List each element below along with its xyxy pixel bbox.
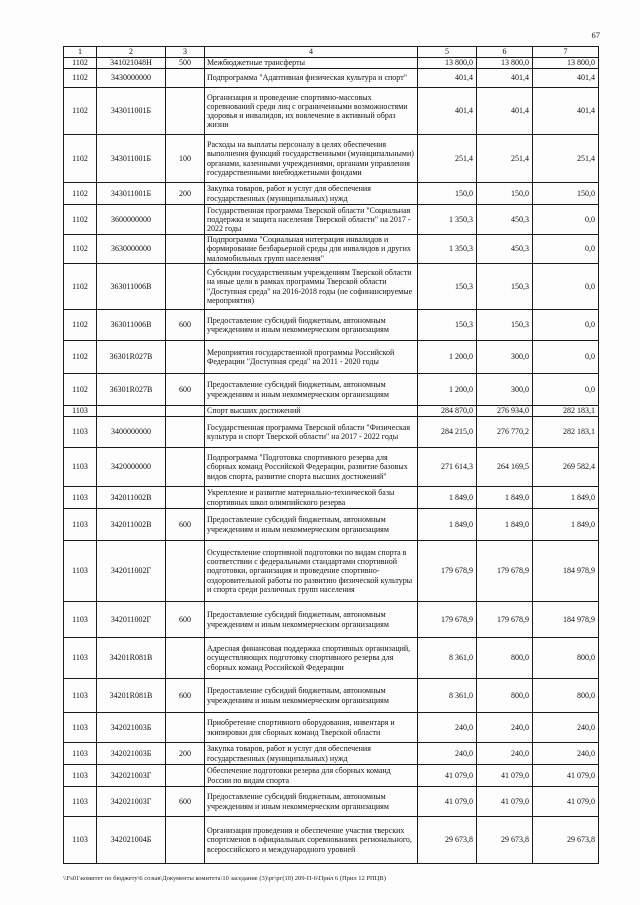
expense-type-code-cell xyxy=(166,765,205,787)
amount-col5-cell: 41 079,0 xyxy=(418,765,477,787)
expense-type-code-cell xyxy=(166,406,205,417)
target-article-code-cell: 342021003Г xyxy=(97,765,166,787)
amount-col6-cell: 276 934,0 xyxy=(477,406,533,417)
amount-col5-cell: 8 361,0 xyxy=(418,638,477,679)
expense-type-code-cell: 600 xyxy=(166,602,205,638)
amount-col7-cell: 41 079,0 xyxy=(533,765,599,787)
table-row xyxy=(64,638,599,679)
target-article-code-cell xyxy=(97,406,166,417)
table-row xyxy=(64,509,599,541)
amount-col7-cell: 401,4 xyxy=(533,88,599,135)
column-number-header: 2 xyxy=(97,47,166,58)
section-code-cell: 1102 xyxy=(64,205,97,235)
amount-col7-cell: 282 183,1 xyxy=(533,417,599,448)
section-code-cell: 1103 xyxy=(64,602,97,638)
section-code-cell: 1103 xyxy=(64,743,97,765)
section-code-cell: 1103 xyxy=(64,787,97,817)
section-code-cell: 1102 xyxy=(64,58,97,69)
amount-col5-cell: 1 200,0 xyxy=(418,341,477,374)
amount-col7-cell: 1 849,0 xyxy=(533,509,599,541)
table-row xyxy=(64,374,599,406)
amount-col7-cell: 800,0 xyxy=(533,638,599,679)
table-row xyxy=(64,205,599,235)
column-number-header: 7 xyxy=(533,47,599,58)
expense-type-code-cell xyxy=(166,487,205,509)
amount-col7-cell: 0,0 xyxy=(533,205,599,235)
table-row xyxy=(64,765,599,787)
target-article-code-cell: 342021004Б xyxy=(97,817,166,864)
table-row xyxy=(64,235,599,264)
amount-col5-cell: 150,3 xyxy=(418,264,477,310)
section-code-cell: 1102 xyxy=(64,88,97,135)
expense-type-code-cell: 200 xyxy=(166,743,205,765)
expense-type-code-cell: 600 xyxy=(166,509,205,541)
amount-col5-cell: 1 849,0 xyxy=(418,487,477,509)
section-code-cell: 1102 xyxy=(64,135,97,183)
expense-type-code-cell: 200 xyxy=(166,183,205,205)
table-row xyxy=(64,448,599,487)
section-code-cell: 1103 xyxy=(64,817,97,864)
section-code-cell: 1103 xyxy=(64,679,97,713)
target-article-code-cell: 3630000000 xyxy=(97,235,166,264)
amount-col5-cell: 1 849,0 xyxy=(418,509,477,541)
expense-type-code-cell: 600 xyxy=(166,374,205,406)
amount-col7-cell: 0,0 xyxy=(533,341,599,374)
target-article-code-cell: 342011002Г xyxy=(97,541,166,602)
section-code-cell: 1102 xyxy=(64,183,97,205)
column-number-header: 5 xyxy=(418,47,477,58)
amount-col6-cell: 300,0 xyxy=(477,374,533,406)
table-row xyxy=(64,541,599,602)
amount-col6-cell: 179 678,9 xyxy=(477,602,533,638)
target-article-code-cell: 3400000000 xyxy=(97,417,166,448)
expenditure-name-cell: Предоставление субсидий бюджетным, автономным учреждениям и иным некоммерческим организациям xyxy=(205,310,418,341)
table-row xyxy=(64,487,599,509)
amount-col5-cell: 150,0 xyxy=(418,183,477,205)
amount-col7-cell: 240,0 xyxy=(533,743,599,765)
table-row xyxy=(64,417,599,448)
table-row xyxy=(64,135,599,183)
amount-col6-cell: 29 673,8 xyxy=(477,817,533,864)
expenditure-name-cell: Расходы на выплаты персоналу в целях обеспечения выполнения функций государственными (муниципальными) органами, казенными учреждениями, органами управления государственными внебюджетными фондами xyxy=(205,135,418,183)
amount-col7-cell: 269 582,4 xyxy=(533,448,599,487)
amount-col6-cell: 401,4 xyxy=(477,69,533,88)
expense-type-code-cell xyxy=(166,541,205,602)
expenditure-name-cell: Предоставление субсидий бюджетным, автономным учреждениям и иным некоммерческим организациям xyxy=(205,374,418,406)
expense-type-code-cell xyxy=(166,205,205,235)
amount-col7-cell: 282 183,1 xyxy=(533,406,599,417)
section-code-cell: 1102 xyxy=(64,374,97,406)
target-article-code-cell: 343011001Б xyxy=(97,88,166,135)
amount-col7-cell: 240,0 xyxy=(533,713,599,743)
amount-col6-cell: 276 770,2 xyxy=(477,417,533,448)
target-article-code-cell: 343011001Б xyxy=(97,183,166,205)
table-row xyxy=(64,310,599,341)
amount-col7-cell: 29 673,8 xyxy=(533,817,599,864)
target-article-code-cell: 343011001Б xyxy=(97,135,166,183)
target-article-code-cell: 342021003Г xyxy=(97,787,166,817)
amount-col6-cell: 264 169,5 xyxy=(477,448,533,487)
target-article-code-cell: 3420000000 xyxy=(97,448,166,487)
expenditure-name-cell: Мероприятия государственной программы Российской Федерации "Доступная среда" на 2011 - 2020 годы xyxy=(205,341,418,374)
amount-col7-cell: 0,0 xyxy=(533,310,599,341)
expenditure-name-cell: Предоставление субсидий бюджетным, автономным учреждениям и иным некоммерческим организациям xyxy=(205,602,418,638)
table-row xyxy=(64,713,599,743)
amount-col5-cell: 8 361,0 xyxy=(418,679,477,713)
target-article-code-cell: 36301R027В xyxy=(97,341,166,374)
expenditure-name-cell: Закупка товаров, работ и услуг для обеспечения государственных (муниципальных) нужд xyxy=(205,743,418,765)
amount-col6-cell: 179 678,9 xyxy=(477,541,533,602)
expense-type-code-cell xyxy=(166,88,205,135)
amount-col7-cell: 251,4 xyxy=(533,135,599,183)
expense-type-code-cell xyxy=(166,235,205,264)
section-code-cell: 1103 xyxy=(64,713,97,743)
amount-col6-cell: 150,0 xyxy=(477,183,533,205)
section-code-cell: 1103 xyxy=(64,765,97,787)
expenditure-name-cell: Предоставление субсидий бюджетным, автономным учреждениям и иным некоммерческим организациям xyxy=(205,787,418,817)
expenditure-name-cell: Закупка товаров, работ и услуг для обеспечения государственных (муниципальных) нужд xyxy=(205,183,418,205)
amount-col7-cell: 0,0 xyxy=(533,264,599,310)
amount-col6-cell: 450,3 xyxy=(477,235,533,264)
target-article-code-cell: 34201R081В xyxy=(97,679,166,713)
amount-col5-cell: 251,4 xyxy=(418,135,477,183)
amount-col5-cell: 179 678,9 xyxy=(418,541,477,602)
amount-col5-cell: 1 350,3 xyxy=(418,205,477,235)
expenditure-name-cell: Организация проведения и обеспечение участия тверских спортсменов в официальных соревнованиях регионального, всероссийского и международного уровней xyxy=(205,817,418,864)
amount-col7-cell: 184 978,9 xyxy=(533,602,599,638)
amount-col7-cell: 150,0 xyxy=(533,183,599,205)
amount-col5-cell: 1 200,0 xyxy=(418,374,477,406)
column-number-header: 6 xyxy=(477,47,533,58)
target-article-code-cell: 342021003Б xyxy=(97,743,166,765)
expenditure-name-cell: Межбюджетные трансферты xyxy=(205,58,418,69)
amount-col6-cell: 240,0 xyxy=(477,743,533,765)
amount-col5-cell: 284 870,0 xyxy=(418,406,477,417)
amount-col7-cell: 800,0 xyxy=(533,679,599,713)
target-article-code-cell: 36301R027В xyxy=(97,374,166,406)
target-article-code-cell: 363011006В xyxy=(97,310,166,341)
expense-type-code-cell: 500 xyxy=(166,58,205,69)
amount-col5-cell: 179 678,9 xyxy=(418,602,477,638)
table-row xyxy=(64,88,599,135)
target-article-code-cell: 363011006В xyxy=(97,264,166,310)
column-number-header: 1 xyxy=(64,47,97,58)
table-row xyxy=(64,341,599,374)
amount-col5-cell: 41 079,0 xyxy=(418,787,477,817)
amount-col6-cell: 1 849,0 xyxy=(477,487,533,509)
expense-type-code-cell xyxy=(166,448,205,487)
expenditure-name-cell: Субсидии государственным учреждениям Тверской области на иные цели в рамках программы Тверской области "Доступная среда" на 2016-2018 годы (не софинансируемые мероприятия) xyxy=(205,264,418,310)
table-body xyxy=(64,47,599,864)
amount-col6-cell: 150,3 xyxy=(477,310,533,341)
section-code-cell: 1102 xyxy=(64,310,97,341)
section-code-cell: 1103 xyxy=(64,406,97,417)
table-row xyxy=(64,406,599,417)
amount-col5-cell: 1 350,3 xyxy=(418,235,477,264)
amount-col6-cell: 1 849,0 xyxy=(477,509,533,541)
table-row xyxy=(64,679,599,713)
section-code-cell: 1103 xyxy=(64,448,97,487)
amount-col7-cell: 41 079,0 xyxy=(533,787,599,817)
table-row xyxy=(64,183,599,205)
expenditure-name-cell: Предоставление субсидий бюджетным, автономным учреждениям и иным некоммерческим организациям xyxy=(205,679,418,713)
file-path-footer: \\Fs01\комитет по бюджету\6 созыв\Документы комитета\10 заседание (3)\рг\рг(10) 209-П-6\Прил 6 (Прил 12 РПЦВ) xyxy=(63,875,386,882)
amount-col6-cell: 251,4 xyxy=(477,135,533,183)
amount-col6-cell: 300,0 xyxy=(477,341,533,374)
expense-type-code-cell xyxy=(166,417,205,448)
target-article-code-cell: 342021003Б xyxy=(97,713,166,743)
expenditure-name-cell: Государственная программа Тверской области "Социальная поддержка и защита населения Тверской области" на 2017 - 2022 годы xyxy=(205,205,418,235)
expense-type-code-cell: 600 xyxy=(166,679,205,713)
table-row xyxy=(64,787,599,817)
amount-col5-cell: 13 800,0 xyxy=(418,58,477,69)
amount-col6-cell: 150,3 xyxy=(477,264,533,310)
section-code-cell: 1102 xyxy=(64,341,97,374)
amount-col6-cell: 240,0 xyxy=(477,713,533,743)
expense-type-code-cell xyxy=(166,341,205,374)
table-row xyxy=(64,69,599,88)
section-code-cell: 1103 xyxy=(64,487,97,509)
amount-col6-cell: 13 800,0 xyxy=(477,58,533,69)
section-code-cell: 1103 xyxy=(64,417,97,448)
expense-type-code-cell: 600 xyxy=(166,310,205,341)
expenditure-name-cell: Спорт высших достижений xyxy=(205,406,418,417)
amount-col7-cell: 13 800,0 xyxy=(533,58,599,69)
amount-col6-cell: 41 079,0 xyxy=(477,787,533,817)
amount-col5-cell: 401,4 xyxy=(418,69,477,88)
target-article-code-cell: 3430000000 xyxy=(97,69,166,88)
target-article-code-cell: 342011002В xyxy=(97,487,166,509)
amount-col5-cell: 271 614,3 xyxy=(418,448,477,487)
expense-type-code-cell: 100 xyxy=(166,135,205,183)
expenditure-name-cell: Государственная программа Тверской области "Физическая культура и спорт Тверской области" на 2017 - 2022 годы xyxy=(205,417,418,448)
column-number-header: 4 xyxy=(205,47,418,58)
amount-col7-cell: 401,4 xyxy=(533,69,599,88)
amount-col6-cell: 41 079,0 xyxy=(477,765,533,787)
amount-col5-cell: 284 215,0 xyxy=(418,417,477,448)
amount-col7-cell: 184 978,9 xyxy=(533,541,599,602)
expenditure-name-cell: Подпрограмма "Подготовка спортивного резерва для сборных команд Российской Федерации, развитие базовых видов спорта, развитие спорта высших достижений" xyxy=(205,448,418,487)
target-article-code-cell: 3600000000 xyxy=(97,205,166,235)
amount-col5-cell: 150,3 xyxy=(418,310,477,341)
amount-col5-cell: 401,4 xyxy=(418,88,477,135)
expenditure-name-cell: Осуществление спортивной подготовки по видам спорта в соответствии с федеральными стандартами спортивной подготовки, организация и проведение спортивно-оздоровительной работы по развитию физической культуры и спорта среди различных групп населения xyxy=(205,541,418,602)
table-row xyxy=(64,817,599,864)
expense-type-code-cell xyxy=(166,713,205,743)
expense-type-code-cell xyxy=(166,817,205,864)
amount-col6-cell: 800,0 xyxy=(477,679,533,713)
expenditure-name-cell: Подпрограмма "Социальная интеграция инвалидов и формирование безбарьерной среды для инвалидов и других маломобильных групп населения" xyxy=(205,235,418,264)
page-number: 67 xyxy=(591,30,600,40)
amount-col6-cell: 401,4 xyxy=(477,88,533,135)
amount-col6-cell: 450,3 xyxy=(477,205,533,235)
amount-col7-cell: 0,0 xyxy=(533,374,599,406)
amount-col7-cell: 1 849,0 xyxy=(533,487,599,509)
expenditure-name-cell: Организация и проведение спортивно-массовых соревнований среди лиц с ограниченными возможностями здоровья и инвалидов, их вовлечение в активный образ жизни xyxy=(205,88,418,135)
expense-type-code-cell xyxy=(166,638,205,679)
amount-col5-cell: 240,0 xyxy=(418,713,477,743)
expenditure-name-cell: Приобретение спортивного оборудования, инвентаря и экипировки для сборных команд Тверской области xyxy=(205,713,418,743)
amount-col5-cell: 29 673,8 xyxy=(418,817,477,864)
section-code-cell: 1103 xyxy=(64,541,97,602)
budget-table xyxy=(63,46,599,864)
section-code-cell: 1103 xyxy=(64,638,97,679)
amount-col7-cell: 0,0 xyxy=(533,235,599,264)
amount-col5-cell: 240,0 xyxy=(418,743,477,765)
target-article-code-cell: 342011002Г xyxy=(97,602,166,638)
table-row xyxy=(64,264,599,310)
target-article-code-cell: 34201R081В xyxy=(97,638,166,679)
target-article-code-cell: 341021048Н xyxy=(97,58,166,69)
expenditure-name-cell: Обеспечение подготовки резерва для сборных команд России по видам спорта xyxy=(205,765,418,787)
target-article-code-cell: 342011002В xyxy=(97,509,166,541)
table-row xyxy=(64,58,599,69)
section-code-cell: 1102 xyxy=(64,235,97,264)
table-header-row xyxy=(64,47,599,58)
table-row xyxy=(64,743,599,765)
table-row xyxy=(64,602,599,638)
expenditure-name-cell: Предоставление субсидий бюджетным, автономным учреждениям и иным некоммерческим организациям xyxy=(205,509,418,541)
section-code-cell: 1102 xyxy=(64,69,97,88)
amount-col6-cell: 800,0 xyxy=(477,638,533,679)
section-code-cell: 1103 xyxy=(64,509,97,541)
expenditure-name-cell: Подпрограмма "Адаптивная физическая культура и спорт" xyxy=(205,69,418,88)
expenditure-name-cell: Адресная финансовая поддержка спортивных организаций, осуществляющих подготовку спортивного резерва для сборных команд Российской Федерации xyxy=(205,638,418,679)
expense-type-code-cell xyxy=(166,69,205,88)
column-number-header: 3 xyxy=(166,47,205,58)
section-code-cell: 1102 xyxy=(64,264,97,310)
expenditure-name-cell: Укрепление и развитие материально-технической базы спортивных школ олимпийского резерва xyxy=(205,487,418,509)
expense-type-code-cell xyxy=(166,264,205,310)
expense-type-code-cell: 600 xyxy=(166,787,205,817)
